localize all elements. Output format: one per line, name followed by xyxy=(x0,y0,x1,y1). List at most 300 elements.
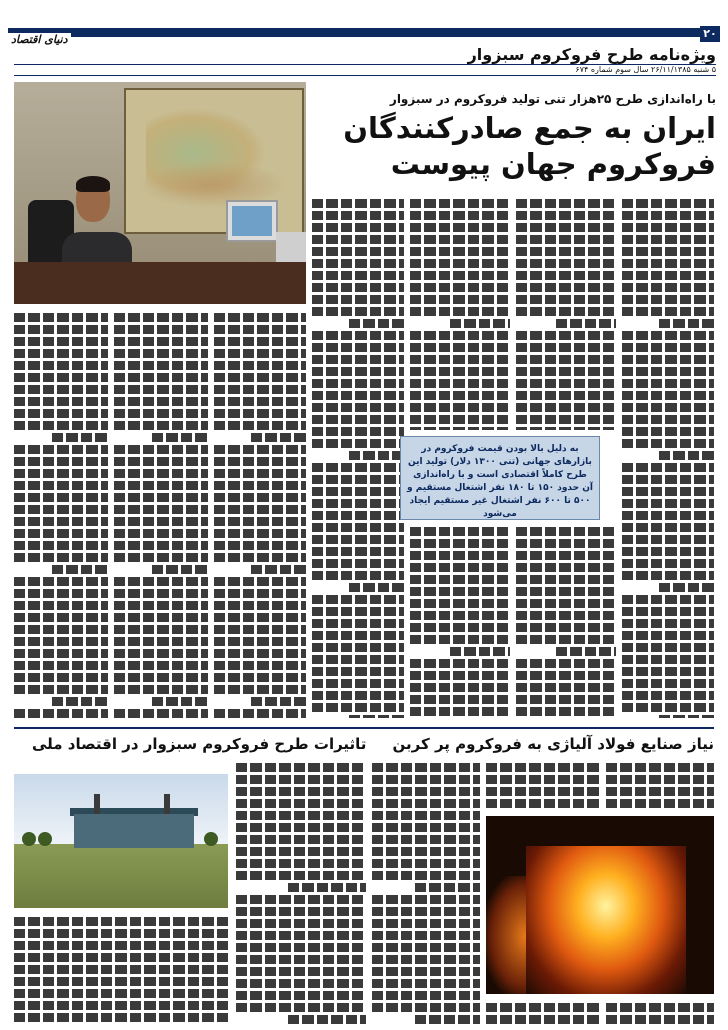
text-line xyxy=(410,379,510,388)
text-line xyxy=(659,715,714,718)
text-line xyxy=(622,415,714,424)
article-column xyxy=(516,524,616,718)
text-line xyxy=(312,499,404,508)
text-line xyxy=(114,589,208,598)
text-line xyxy=(251,433,306,442)
text-line xyxy=(214,541,306,550)
text-line xyxy=(214,493,306,502)
text-line xyxy=(486,1015,600,1024)
text-line xyxy=(114,577,208,586)
text-line xyxy=(14,361,108,370)
text-line xyxy=(214,505,306,514)
text-line xyxy=(114,685,208,694)
text-line xyxy=(516,683,616,692)
text-line xyxy=(312,343,404,352)
text-line xyxy=(214,649,306,658)
text-line xyxy=(516,331,616,340)
text-line xyxy=(622,691,714,700)
text-line xyxy=(214,373,306,382)
text-line xyxy=(114,337,208,346)
text-line xyxy=(622,643,714,652)
text-line xyxy=(114,601,208,610)
text-line xyxy=(214,517,306,526)
text-line xyxy=(349,319,404,328)
text-line xyxy=(516,295,616,304)
text-line xyxy=(622,703,714,712)
text-line xyxy=(14,517,108,526)
text-line xyxy=(312,271,404,280)
text-line xyxy=(14,373,108,382)
text-line xyxy=(410,587,510,596)
text-line xyxy=(622,223,714,232)
text-line xyxy=(622,631,714,640)
text-line xyxy=(372,967,480,976)
text-line xyxy=(622,679,714,688)
text-line xyxy=(14,349,108,358)
text-line xyxy=(410,271,510,280)
text-line xyxy=(312,199,404,208)
text-line xyxy=(410,355,510,364)
text-line xyxy=(622,247,714,256)
text-line xyxy=(622,499,714,508)
text-line xyxy=(516,539,616,548)
text-line xyxy=(214,481,306,490)
text-line xyxy=(312,247,404,256)
text-line xyxy=(52,565,108,574)
text-line xyxy=(372,859,480,868)
text-line xyxy=(372,787,480,796)
text-line xyxy=(236,847,366,856)
text-line xyxy=(312,655,404,664)
article-column xyxy=(236,760,366,1024)
text-line xyxy=(516,659,616,668)
text-line xyxy=(14,385,108,394)
text-line xyxy=(236,943,366,952)
text-line xyxy=(606,763,714,772)
text-line xyxy=(410,707,510,716)
text-line xyxy=(14,601,108,610)
text-line xyxy=(312,535,404,544)
text-line xyxy=(214,361,306,370)
text-line xyxy=(622,271,714,280)
text-line xyxy=(312,439,404,448)
text-line xyxy=(312,283,404,292)
article-column xyxy=(606,1000,714,1024)
text-line xyxy=(486,775,600,784)
text-line xyxy=(114,625,208,634)
text-line xyxy=(14,929,228,938)
text-line xyxy=(516,247,616,256)
text-line xyxy=(14,469,108,478)
text-line xyxy=(312,223,404,232)
text-line xyxy=(236,859,366,868)
text-line xyxy=(114,349,208,358)
text-line xyxy=(114,385,208,394)
text-line xyxy=(410,611,510,620)
text-line xyxy=(114,421,208,430)
text-line xyxy=(516,427,616,430)
text-line xyxy=(236,763,366,772)
text-line xyxy=(312,703,404,712)
text-line xyxy=(14,409,108,418)
text-line xyxy=(622,571,714,580)
text-line xyxy=(659,319,714,328)
text-line xyxy=(486,787,600,796)
text-line xyxy=(114,637,208,646)
text-line xyxy=(14,661,108,670)
text-line xyxy=(312,691,404,700)
bottom-headline-left: تاثیرات طرح فروکروم سبزوار در اقتصاد ملی xyxy=(32,735,367,753)
text-line xyxy=(114,325,208,334)
text-line xyxy=(622,379,714,388)
text-line xyxy=(312,679,404,688)
text-line xyxy=(516,623,616,632)
text-line xyxy=(152,433,208,442)
text-line xyxy=(114,361,208,370)
text-line xyxy=(214,397,306,406)
text-line xyxy=(410,199,510,208)
text-line xyxy=(312,259,404,268)
text-line xyxy=(114,397,208,406)
dateline: ۵ شنبه ۲۶/۱۱/۱۳۸۵ سال سوم شماره ۶۷۴ xyxy=(14,64,716,76)
text-line xyxy=(236,871,366,880)
text-line xyxy=(14,989,228,998)
text-line xyxy=(516,611,616,620)
text-line xyxy=(410,295,510,304)
article-column xyxy=(486,760,600,810)
text-line xyxy=(114,457,208,466)
text-line xyxy=(659,583,714,592)
text-line xyxy=(236,991,366,1000)
article-column xyxy=(516,196,616,430)
article-column xyxy=(114,310,208,718)
text-line xyxy=(516,307,616,316)
text-line xyxy=(410,415,510,424)
text-line xyxy=(236,919,366,928)
text-line xyxy=(622,607,714,616)
text-line xyxy=(14,977,228,986)
text-line xyxy=(410,307,510,316)
text-line xyxy=(410,211,510,220)
text-line xyxy=(516,551,616,560)
text-line xyxy=(14,673,108,682)
text-line xyxy=(236,907,366,916)
text-line xyxy=(288,883,366,892)
text-line xyxy=(114,661,208,670)
text-line xyxy=(410,403,510,412)
text-line xyxy=(622,211,714,220)
text-line xyxy=(622,331,714,340)
text-line xyxy=(214,337,306,346)
text-line xyxy=(312,355,404,364)
text-line xyxy=(14,457,108,466)
article-column xyxy=(622,196,714,718)
article-column xyxy=(14,310,108,718)
text-line xyxy=(410,427,510,430)
text-line xyxy=(415,1015,480,1024)
text-line xyxy=(622,439,714,448)
article-column xyxy=(410,196,510,430)
section-divider xyxy=(14,727,714,729)
text-line xyxy=(516,223,616,232)
text-line xyxy=(114,481,208,490)
text-line xyxy=(114,373,208,382)
text-line xyxy=(516,403,616,412)
text-line xyxy=(312,619,404,628)
photo-furnace xyxy=(486,816,714,994)
text-line xyxy=(214,457,306,466)
text-line xyxy=(14,965,228,974)
text-line xyxy=(516,635,616,644)
text-line xyxy=(606,775,714,784)
text-line xyxy=(516,695,616,704)
text-line xyxy=(450,647,510,656)
text-line xyxy=(14,709,108,718)
text-line xyxy=(214,625,306,634)
text-line xyxy=(410,623,510,632)
text-line xyxy=(622,511,714,520)
text-line xyxy=(516,707,616,716)
text-line xyxy=(312,487,404,496)
text-line xyxy=(14,577,108,586)
article-column xyxy=(312,196,404,718)
text-line xyxy=(14,325,108,334)
text-line xyxy=(622,547,714,556)
text-line xyxy=(622,307,714,316)
text-line xyxy=(450,319,510,328)
text-line xyxy=(410,575,510,584)
text-line xyxy=(14,541,108,550)
text-line xyxy=(236,799,366,808)
text-line xyxy=(410,391,510,400)
text-line xyxy=(14,529,108,538)
text-line xyxy=(622,355,714,364)
text-line xyxy=(486,799,600,808)
text-line xyxy=(14,493,108,502)
text-line xyxy=(214,601,306,610)
text-line xyxy=(52,697,108,706)
text-line xyxy=(659,451,714,460)
text-line xyxy=(214,349,306,358)
text-line xyxy=(372,919,480,928)
text-line xyxy=(114,553,208,562)
text-line xyxy=(516,671,616,680)
text-line xyxy=(214,613,306,622)
text-line xyxy=(622,463,714,472)
text-line xyxy=(410,527,510,536)
text-line xyxy=(14,1001,228,1010)
text-line xyxy=(312,403,404,412)
text-line xyxy=(214,385,306,394)
text-line xyxy=(486,763,600,772)
text-line xyxy=(214,469,306,478)
text-line xyxy=(312,415,404,424)
text-line xyxy=(236,895,366,904)
text-line xyxy=(114,613,208,622)
text-line xyxy=(14,917,228,926)
text-line xyxy=(372,907,480,916)
text-line xyxy=(52,433,108,442)
text-line xyxy=(516,211,616,220)
text-line xyxy=(410,331,510,340)
text-line xyxy=(516,563,616,572)
text-line xyxy=(236,823,366,832)
text-line xyxy=(606,1003,714,1012)
text-line xyxy=(622,535,714,544)
photo-office xyxy=(14,82,306,304)
text-line xyxy=(410,683,510,692)
text-line xyxy=(622,655,714,664)
text-line xyxy=(14,397,108,406)
text-line xyxy=(236,979,366,988)
text-line xyxy=(372,991,480,1000)
text-line xyxy=(556,647,616,656)
text-line xyxy=(214,445,306,454)
text-line xyxy=(14,649,108,658)
text-line xyxy=(372,931,480,940)
text-line xyxy=(410,695,510,704)
text-line xyxy=(236,811,366,820)
text-line xyxy=(114,409,208,418)
text-line xyxy=(516,199,616,208)
text-line xyxy=(372,763,480,772)
text-line xyxy=(516,367,616,376)
text-line xyxy=(236,787,366,796)
text-line xyxy=(152,697,208,706)
text-line xyxy=(312,367,404,376)
text-line xyxy=(622,343,714,352)
text-line xyxy=(622,295,714,304)
text-line xyxy=(410,671,510,680)
text-line xyxy=(410,367,510,376)
text-line xyxy=(410,259,510,268)
text-line xyxy=(410,563,510,572)
text-line xyxy=(606,1015,714,1024)
text-line xyxy=(372,979,480,988)
headline-line-1: ایران به جمع صادرکنندگان xyxy=(343,111,716,145)
text-line xyxy=(372,943,480,952)
text-line xyxy=(622,619,714,628)
text-line xyxy=(410,235,510,244)
text-line xyxy=(516,599,616,608)
text-line xyxy=(410,223,510,232)
text-line xyxy=(372,775,480,784)
text-line xyxy=(214,553,306,562)
text-line xyxy=(516,527,616,536)
text-line xyxy=(372,811,480,820)
text-line xyxy=(372,799,480,808)
text-line xyxy=(312,547,404,556)
section-title: ویژه‌نامه طرح فروکروم سبزوار xyxy=(467,45,716,64)
text-line xyxy=(349,715,404,718)
text-line xyxy=(312,571,404,580)
text-line xyxy=(556,319,616,328)
text-line xyxy=(312,391,404,400)
kicker: با راه‌اندازی طرح ۲۵هزار تنی تولید فروکروم در سبزوار xyxy=(389,92,716,106)
text-line xyxy=(114,313,208,322)
text-line xyxy=(14,421,108,430)
text-line xyxy=(372,955,480,964)
text-line xyxy=(372,835,480,844)
text-line xyxy=(372,847,480,856)
text-line xyxy=(14,553,108,562)
text-line xyxy=(312,643,404,652)
text-line xyxy=(312,295,404,304)
text-line xyxy=(214,409,306,418)
text-line xyxy=(622,559,714,568)
text-line xyxy=(288,1015,366,1024)
text-line xyxy=(152,565,208,574)
text-line xyxy=(312,559,404,568)
text-line xyxy=(14,313,108,322)
text-line xyxy=(410,539,510,548)
text-line xyxy=(312,427,404,436)
text-line xyxy=(410,551,510,560)
text-line xyxy=(312,211,404,220)
text-line xyxy=(516,379,616,388)
text-line xyxy=(516,235,616,244)
text-line xyxy=(516,415,616,424)
text-line xyxy=(622,199,714,208)
text-line xyxy=(622,487,714,496)
text-line xyxy=(312,475,404,484)
text-line xyxy=(114,505,208,514)
text-line xyxy=(312,379,404,388)
text-line xyxy=(516,391,616,400)
text-line xyxy=(214,673,306,682)
text-line xyxy=(312,307,404,316)
text-line xyxy=(622,595,714,604)
text-line xyxy=(214,709,306,718)
text-line xyxy=(516,343,616,352)
text-line xyxy=(312,631,404,640)
text-line xyxy=(622,367,714,376)
text-line xyxy=(516,259,616,268)
text-line xyxy=(516,271,616,280)
article-column xyxy=(372,760,480,1024)
text-line xyxy=(622,259,714,268)
text-line xyxy=(622,403,714,412)
photo-plant xyxy=(14,774,228,908)
text-line xyxy=(114,469,208,478)
text-line xyxy=(14,637,108,646)
text-line xyxy=(114,445,208,454)
text-line xyxy=(312,667,404,676)
text-line xyxy=(214,685,306,694)
text-line xyxy=(14,589,108,598)
text-line xyxy=(14,941,228,950)
text-line xyxy=(622,391,714,400)
text-line xyxy=(236,1003,366,1012)
text-line xyxy=(236,955,366,964)
text-line xyxy=(312,235,404,244)
text-line xyxy=(516,355,616,364)
article-column xyxy=(410,524,510,718)
text-line xyxy=(214,577,306,586)
text-line xyxy=(214,325,306,334)
article-column xyxy=(606,760,714,810)
text-line xyxy=(349,451,404,460)
text-line xyxy=(622,235,714,244)
text-line xyxy=(622,427,714,436)
text-line xyxy=(114,649,208,658)
text-line xyxy=(622,475,714,484)
text-line xyxy=(14,613,108,622)
page-number: ۲۰ xyxy=(700,26,720,42)
pull-quote-box: به دلیل بالا بودن قیمت فروکروم در بازارهای جهانی (تنی ۱۳۰۰ دلار) تولید این طرح کاملاً اقتصادی است و با راه‌اندازی آن حدود ۱۵۰ تا ۱۸۰ نفر اشتغال مستقیم و ۵۰۰ تا ۶۰۰ نفر اشتغال غیر مستقیم ایجاد می‌شود xyxy=(400,436,600,520)
text-line xyxy=(410,283,510,292)
text-line xyxy=(14,685,108,694)
